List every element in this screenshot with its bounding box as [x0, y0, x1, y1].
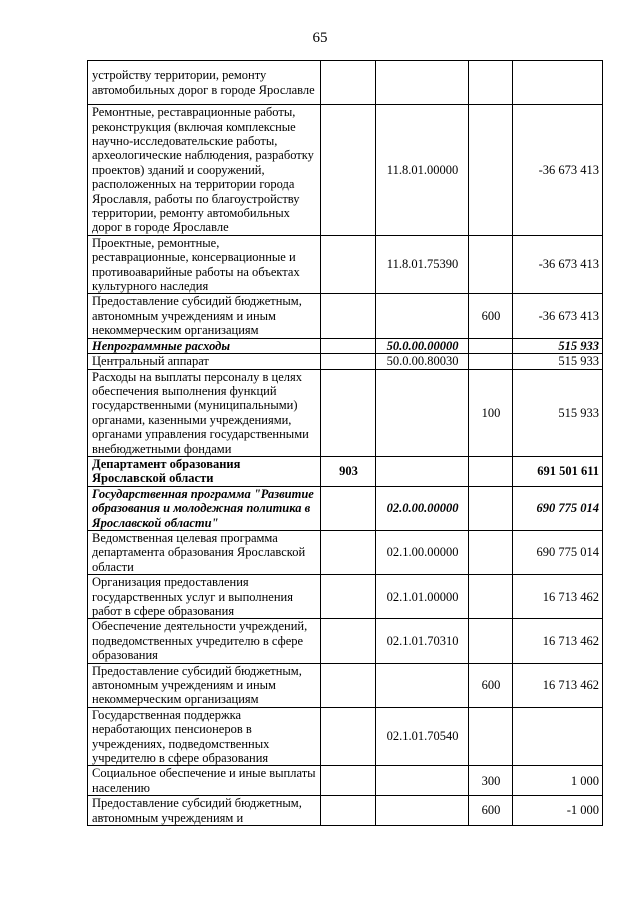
- dept-code-cell: [321, 294, 376, 338]
- expense-type-cell: [469, 707, 513, 766]
- amount-cell: [513, 61, 603, 105]
- amount-cell: 515 933: [513, 338, 603, 353]
- target-code-cell: [376, 796, 469, 826]
- table-row: [88, 354, 603, 369]
- name-cell: Центральный аппарат: [88, 354, 321, 369]
- target-code-cell: [376, 369, 469, 456]
- expense-type-cell: 600: [469, 796, 513, 826]
- target-code-cell: 50.0.00.80030: [376, 354, 469, 369]
- dept-code-cell: 903: [321, 456, 376, 486]
- name-cell: Обеспечение деятельности учреждений, подведомственных учредителю в сфере образования: [88, 619, 321, 663]
- name-cell: Предоставление субсидий бюджетным, автономным учреждениям и: [88, 796, 321, 826]
- expense-type-cell: [469, 61, 513, 105]
- target-code-cell: 02.1.01.70310: [376, 619, 469, 663]
- amount-cell: 515 933: [513, 369, 603, 456]
- dept-code-cell: [321, 61, 376, 105]
- expense-type-cell: [469, 575, 513, 619]
- amount-cell: 16 713 462: [513, 663, 603, 707]
- amount-cell: 515 933: [513, 354, 603, 369]
- dept-code-cell: [321, 105, 376, 236]
- amount-cell: -36 673 413: [513, 235, 603, 294]
- dept-code-cell: [321, 766, 376, 796]
- name-cell: Организация предоставления государственных услуг и выполнения работ в сфере образования: [88, 575, 321, 619]
- target-code-cell: 11.8.01.75390: [376, 235, 469, 294]
- target-code-cell: [376, 294, 469, 338]
- amount-cell: 691 501 611: [513, 456, 603, 486]
- dept-code-cell: [321, 663, 376, 707]
- target-code-cell: [376, 61, 469, 105]
- table-row: [88, 235, 603, 294]
- expense-type-cell: [469, 486, 513, 530]
- expense-type-cell: [469, 235, 513, 294]
- expense-type-cell: 100: [469, 369, 513, 456]
- expense-type-cell: [469, 456, 513, 486]
- target-code-cell: 02.1.01.70540: [376, 707, 469, 766]
- table-row: [88, 61, 603, 105]
- dept-code-cell: [321, 486, 376, 530]
- table-row: [88, 105, 603, 236]
- expense-type-cell: 300: [469, 766, 513, 796]
- dept-code-cell: [321, 369, 376, 456]
- target-code-cell: 11.8.01.00000: [376, 105, 469, 236]
- target-code-cell: [376, 456, 469, 486]
- dept-code-cell: [321, 354, 376, 369]
- expense-type-cell: [469, 354, 513, 369]
- budget-table-body: [88, 61, 603, 826]
- expense-type-cell: [469, 105, 513, 236]
- expense-type-cell: [469, 338, 513, 353]
- table-row: [88, 707, 603, 766]
- target-code-cell: [376, 766, 469, 796]
- page-number: 65: [312, 30, 328, 46]
- dept-code-cell: [321, 235, 376, 294]
- name-cell: Социальное обеспечение и иные выплаты населению: [88, 766, 321, 796]
- table-row: [88, 575, 603, 619]
- name-cell: Непрограммные расходы: [88, 338, 321, 353]
- expense-type-cell: 600: [469, 663, 513, 707]
- amount-cell: 16 713 462: [513, 619, 603, 663]
- table-row: [88, 456, 603, 486]
- table-row: [88, 338, 603, 353]
- target-code-cell: [376, 663, 469, 707]
- target-code-cell: 02.0.00.00000: [376, 486, 469, 530]
- amount-cell: 690 775 014: [513, 486, 603, 530]
- amount-cell: -1 000: [513, 796, 603, 826]
- amount-cell: -36 673 413: [513, 294, 603, 338]
- name-cell: Государственная поддержка неработающих пенсионеров в учреждениях, подведомственных учредителю в сфере образования: [88, 707, 321, 766]
- expense-type-cell: [469, 619, 513, 663]
- expense-type-cell: 600: [469, 294, 513, 338]
- table-row: [88, 294, 603, 338]
- table-row: [88, 663, 603, 707]
- table-row: [88, 619, 603, 663]
- table-row: [88, 486, 603, 530]
- dept-code-cell: [321, 619, 376, 663]
- dept-code-cell: [321, 530, 376, 574]
- dept-code-cell: [321, 338, 376, 353]
- name-cell: Департамент образования Ярославской области: [88, 456, 321, 486]
- name-cell: Ремонтные, реставрационные работы, реконструкция (включая комплексные научно-исследовательские работы, археологические наблюдения, разработку проектов) зданий и сооружений, расположенных на территории города Ярославля, работы по благоустройству территории, ремонту автомобильных дорог в городе Ярославле: [88, 105, 321, 236]
- dept-code-cell: [321, 796, 376, 826]
- amount-cell: -36 673 413: [513, 105, 603, 236]
- name-cell: Государственная программа "Развитие образования и молодежная политика в Ярославской области": [88, 486, 321, 530]
- name-cell: Ведомственная целевая программа департамента образования Ярославской области: [88, 530, 321, 574]
- name-cell: Предоставление субсидий бюджетным, автономным учреждениям и иным некоммерческим организациям: [88, 663, 321, 707]
- dept-code-cell: [321, 575, 376, 619]
- table-row: [88, 530, 603, 574]
- amount-cell: 1 000: [513, 766, 603, 796]
- name-cell: устройству территории, ремонту автомобильных дорог в городе Ярославле: [88, 61, 321, 105]
- table-row: [88, 796, 603, 826]
- name-cell: Предоставление субсидий бюджетным, автономным учреждениям и иным некоммерческим организациям: [88, 294, 321, 338]
- expense-type-cell: [469, 530, 513, 574]
- table-row: [88, 766, 603, 796]
- name-cell: Проектные, ремонтные, реставрационные, консервационные и противоаварийные работы на объектах культурного наследия: [88, 235, 321, 294]
- target-code-cell: 02.1.01.00000: [376, 575, 469, 619]
- target-code-cell: 50.0.00.00000: [376, 338, 469, 353]
- amount-cell: [513, 707, 603, 766]
- budget-table: [87, 60, 603, 826]
- amount-cell: 16 713 462: [513, 575, 603, 619]
- table-row: [88, 369, 603, 456]
- amount-cell: 690 775 014: [513, 530, 603, 574]
- target-code-cell: 02.1.00.00000: [376, 530, 469, 574]
- name-cell: Расходы на выплаты персоналу в целях обеспечения выполнения функций государственными (муниципальными) органами, казенными учреждениями, органами управления государственными внебюджетными фондами: [88, 369, 321, 456]
- dept-code-cell: [321, 707, 376, 766]
